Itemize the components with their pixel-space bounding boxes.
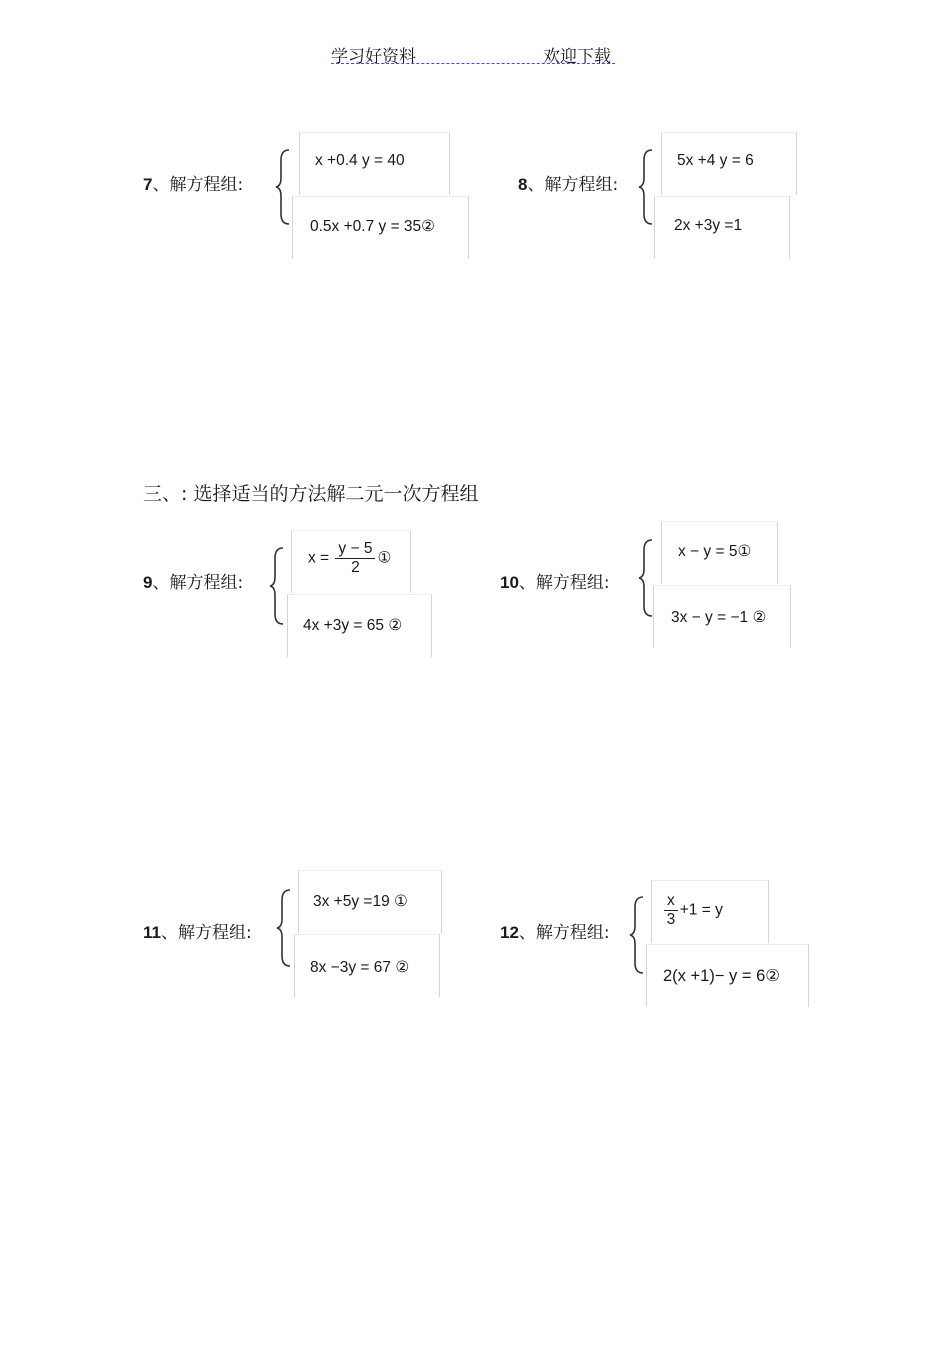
equation-7-1: x +0.4 y = 40 [315, 152, 405, 169]
equation-text: +1 = y [679, 901, 723, 919]
equation-text: 4x +3y = 65 [303, 617, 385, 634]
problem-number: 12 [500, 923, 519, 942]
problem-number: 11 [143, 923, 161, 942]
problem-instruction: 、解方程组: [518, 573, 610, 593]
equation-mark: ① [737, 543, 752, 560]
problem-number: 8 [518, 175, 528, 194]
equation-8-2: 2x +3y =1 [674, 217, 743, 234]
problem-instruction: 、解方程组: [518, 923, 610, 943]
fraction-numerator: y − 5 [335, 540, 375, 559]
header-left: 学习好资料 [331, 47, 416, 67]
fraction [335, 540, 375, 577]
section-title: 三、: 选择适当的方法解二元一次方程组 [143, 483, 479, 505]
left-brace-icon [275, 888, 295, 968]
equation-text: x − y = 5 [678, 543, 738, 560]
equation-text: 8x −3y = 67 [310, 959, 392, 976]
problem-10-label [500, 568, 610, 593]
equation-text: 3x +5y =19 [313, 893, 390, 910]
problem-instruction: 、解方程组: [152, 175, 244, 195]
fraction-numerator: x [664, 892, 678, 911]
problem-8-label [518, 170, 618, 195]
equation-7-2 [310, 217, 435, 236]
equation-lhs: x = [308, 549, 330, 567]
equation-8-1: 5x +4 y = 6 [677, 152, 754, 169]
left-brace-icon [274, 148, 294, 226]
problem-instruction: 、解方程组: [160, 923, 252, 943]
equation-text: 3x − y = −1 [671, 609, 749, 626]
equation-9-2 [303, 616, 402, 635]
equation-11-2 [310, 958, 409, 977]
equation-mark: ② [395, 959, 410, 976]
fraction [664, 892, 678, 929]
header-right: 欢迎下载 [543, 47, 611, 67]
equation-mark: ① [377, 549, 392, 567]
equation-11-1 [313, 892, 408, 911]
fraction-denominator: 2 [351, 559, 360, 576]
problem-7-label [143, 170, 243, 195]
problem-number: 9 [143, 573, 153, 592]
equation-10-1 [678, 542, 751, 561]
problem-11-label [143, 918, 252, 943]
equation-12-1 [662, 892, 723, 929]
problem-12-label [500, 918, 610, 943]
equation-9-1 [308, 540, 391, 577]
equation-mark: ② [388, 617, 403, 634]
equation-mark: ① [394, 893, 408, 910]
problem-9-label [143, 568, 243, 593]
equation-mark: ② [765, 967, 781, 985]
header-underline [331, 63, 615, 64]
equation-12-2 [663, 966, 780, 986]
problem-instruction: 、解方程组: [152, 573, 244, 593]
equation-10-2 [671, 608, 766, 627]
equation-text: 2(x +1)− y = 6 [663, 967, 766, 985]
problem-number: 7 [143, 175, 153, 194]
equation-mark: ② [421, 218, 436, 235]
equation-mark: ② [752, 609, 767, 626]
problem-number: 10 [500, 573, 519, 592]
left-brace-icon [268, 546, 288, 626]
fraction-denominator: 3 [666, 911, 676, 928]
equation-text: 0.5x +0.7 y = 35 [310, 218, 422, 235]
left-brace-icon [628, 895, 648, 975]
problem-instruction: 、解方程组: [527, 175, 619, 195]
